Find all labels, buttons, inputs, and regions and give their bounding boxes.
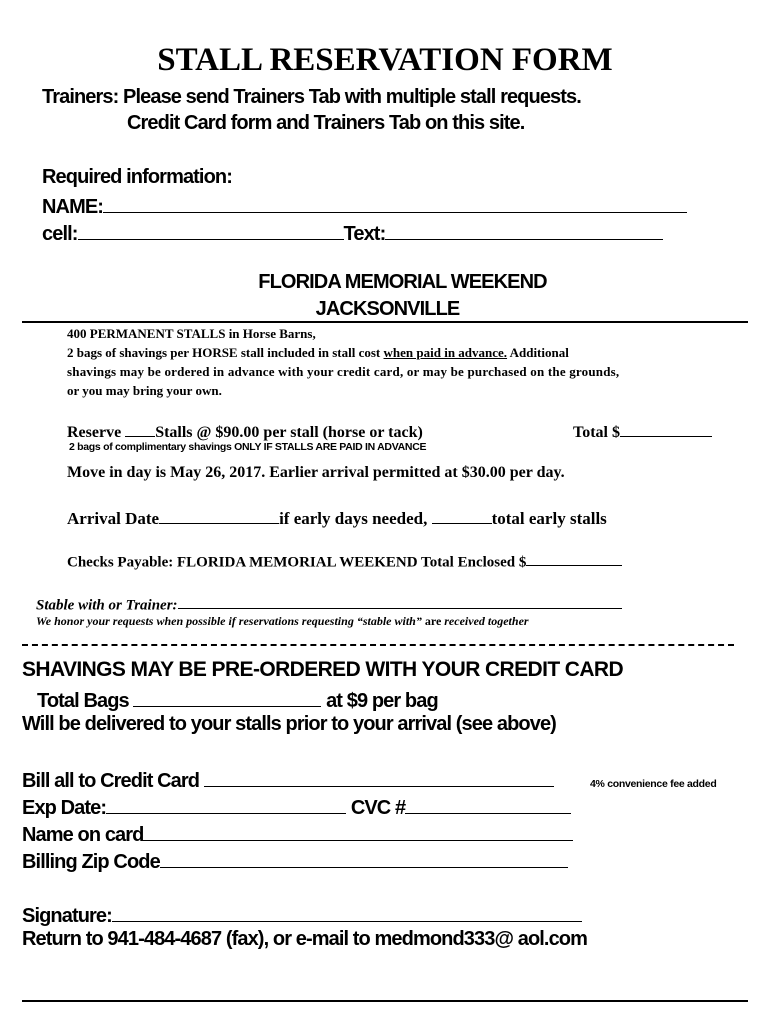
arrival-date-label: Arrival Date — [67, 509, 160, 529]
form-title: STALL RESERVATION FORM — [157, 42, 613, 78]
total-bags-row — [37, 687, 438, 713]
shavings-heading: SHAVINGS MAY BE PRE-ORDERED WITH YOUR CREDIT CARD — [22, 658, 624, 681]
stalls-info-line-4: or you may bring your own. — [67, 383, 222, 398]
signature-label: Signature: — [22, 905, 112, 927]
delivery-note: Will be delivered to your stalls prior to your arrival (see above) — [22, 713, 556, 735]
total-enclosed-field[interactable] — [526, 551, 622, 566]
signature-field[interactable] — [112, 902, 582, 922]
honor-text-b: are — [424, 614, 442, 628]
credit-card-field[interactable] — [204, 767, 554, 787]
move-in-info: Move in day is May 26, 2017. Earlier arrival permitted at $30.00 per day. — [67, 464, 565, 481]
total-label: Total $ — [573, 424, 620, 442]
event-location: JACKSONVILLE — [315, 298, 460, 320]
stalls-info-line-1: 400 PERMANENT STALLS in Horse Barns, — [67, 326, 316, 341]
bill-credit-card-label: Bill all to Credit Card — [22, 770, 204, 792]
stalls-label: Stalls @ $90.00 per stall (horse or tack) — [155, 424, 423, 442]
contact-row — [42, 220, 663, 246]
event-name: FLORIDA MEMORIAL WEEKEND — [258, 271, 547, 293]
total-early-stalls-label: total early stalls — [491, 509, 607, 529]
stalls-info-2c: Additional — [507, 345, 569, 360]
trainers-instruction-line-2: Credit Card form and Trainers Tab on this site. — [127, 112, 525, 134]
checks-payable-row — [67, 551, 622, 571]
honor-text-a: We honor your requests when possible if reservations requesting “stable with” — [36, 614, 425, 628]
total-row — [573, 421, 712, 442]
required-info-label: Required information: — [42, 166, 232, 188]
billing-zip-label: Billing Zip Code — [22, 851, 160, 873]
name-on-card-row — [22, 821, 573, 847]
signature-row — [22, 902, 582, 928]
stalls-info-2a: 2 bags of shavings per HORSE stall included in stall cost — [67, 345, 384, 360]
return-instructions: Return to 941-484-4687 (fax), or e-mail to medmond333@ aol.com — [22, 928, 587, 950]
trainers-instruction-line-1: Trainers: Please send Trainers Tab with multiple stall requests. — [42, 86, 581, 108]
name-on-card-label: Name on card — [22, 824, 144, 846]
name-on-card-field[interactable] — [143, 821, 573, 841]
early-stalls-field[interactable] — [432, 507, 492, 524]
stall-count-field[interactable] — [125, 421, 155, 437]
total-bags-label: Total Bags — [37, 690, 134, 712]
billing-zip-row — [22, 848, 568, 874]
honor-requests-note — [36, 614, 529, 629]
per-bag-label: at $9 per bag — [321, 690, 438, 712]
checks-payable-label: Checks Payable: FLORIDA MEMORIAL WEEKEND Total Enclosed $ — [67, 554, 527, 571]
cvc-label: CVC # — [346, 797, 406, 819]
bill-credit-card-row — [22, 767, 554, 793]
reserve-row — [67, 421, 423, 442]
paid-in-advance-emphasis: when paid in advance. — [383, 345, 508, 360]
exp-date-label: Exp Date: — [22, 797, 107, 819]
arrival-date-field[interactable] — [159, 507, 279, 524]
text-label: Text: — [343, 223, 386, 245]
stalls-info-line-2 — [67, 345, 569, 361]
stable-with-label: Stable with or Trainer: — [36, 597, 178, 614]
text-field[interactable] — [385, 220, 663, 240]
billing-zip-field[interactable] — [160, 848, 568, 868]
arrival-row — [67, 507, 607, 529]
total-bags-field[interactable] — [133, 687, 321, 707]
honor-text-c: received together — [441, 614, 529, 628]
section-divider-top — [22, 321, 748, 323]
stable-with-row — [36, 594, 622, 614]
reserve-label: Reserve — [67, 424, 126, 442]
cvc-field[interactable] — [405, 794, 571, 814]
name-row — [42, 193, 687, 219]
stalls-info-line-3: shavings may be ordered in advance with your credit card, or may be purchased on the grounds, — [67, 364, 620, 379]
complimentary-shavings-note: 2 bags of complimentary shavings ONLY IF STALLS ARE PAID IN ADVANCE — [69, 441, 427, 453]
cell-field[interactable] — [78, 220, 344, 240]
total-field[interactable] — [620, 421, 712, 437]
early-days-label: if early days needed, — [279, 509, 432, 529]
convenience-fee-note: 4% convenience fee added — [590, 778, 717, 790]
stable-with-field[interactable] — [178, 594, 622, 609]
cell-label: cell: — [42, 223, 78, 245]
name-label: NAME: — [42, 196, 104, 218]
exp-cvc-row — [22, 794, 571, 820]
exp-date-field[interactable] — [106, 794, 346, 814]
name-field[interactable] — [103, 193, 687, 213]
section-divider-bottom — [22, 1000, 748, 1002]
dashed-cut-line — [22, 644, 734, 646]
